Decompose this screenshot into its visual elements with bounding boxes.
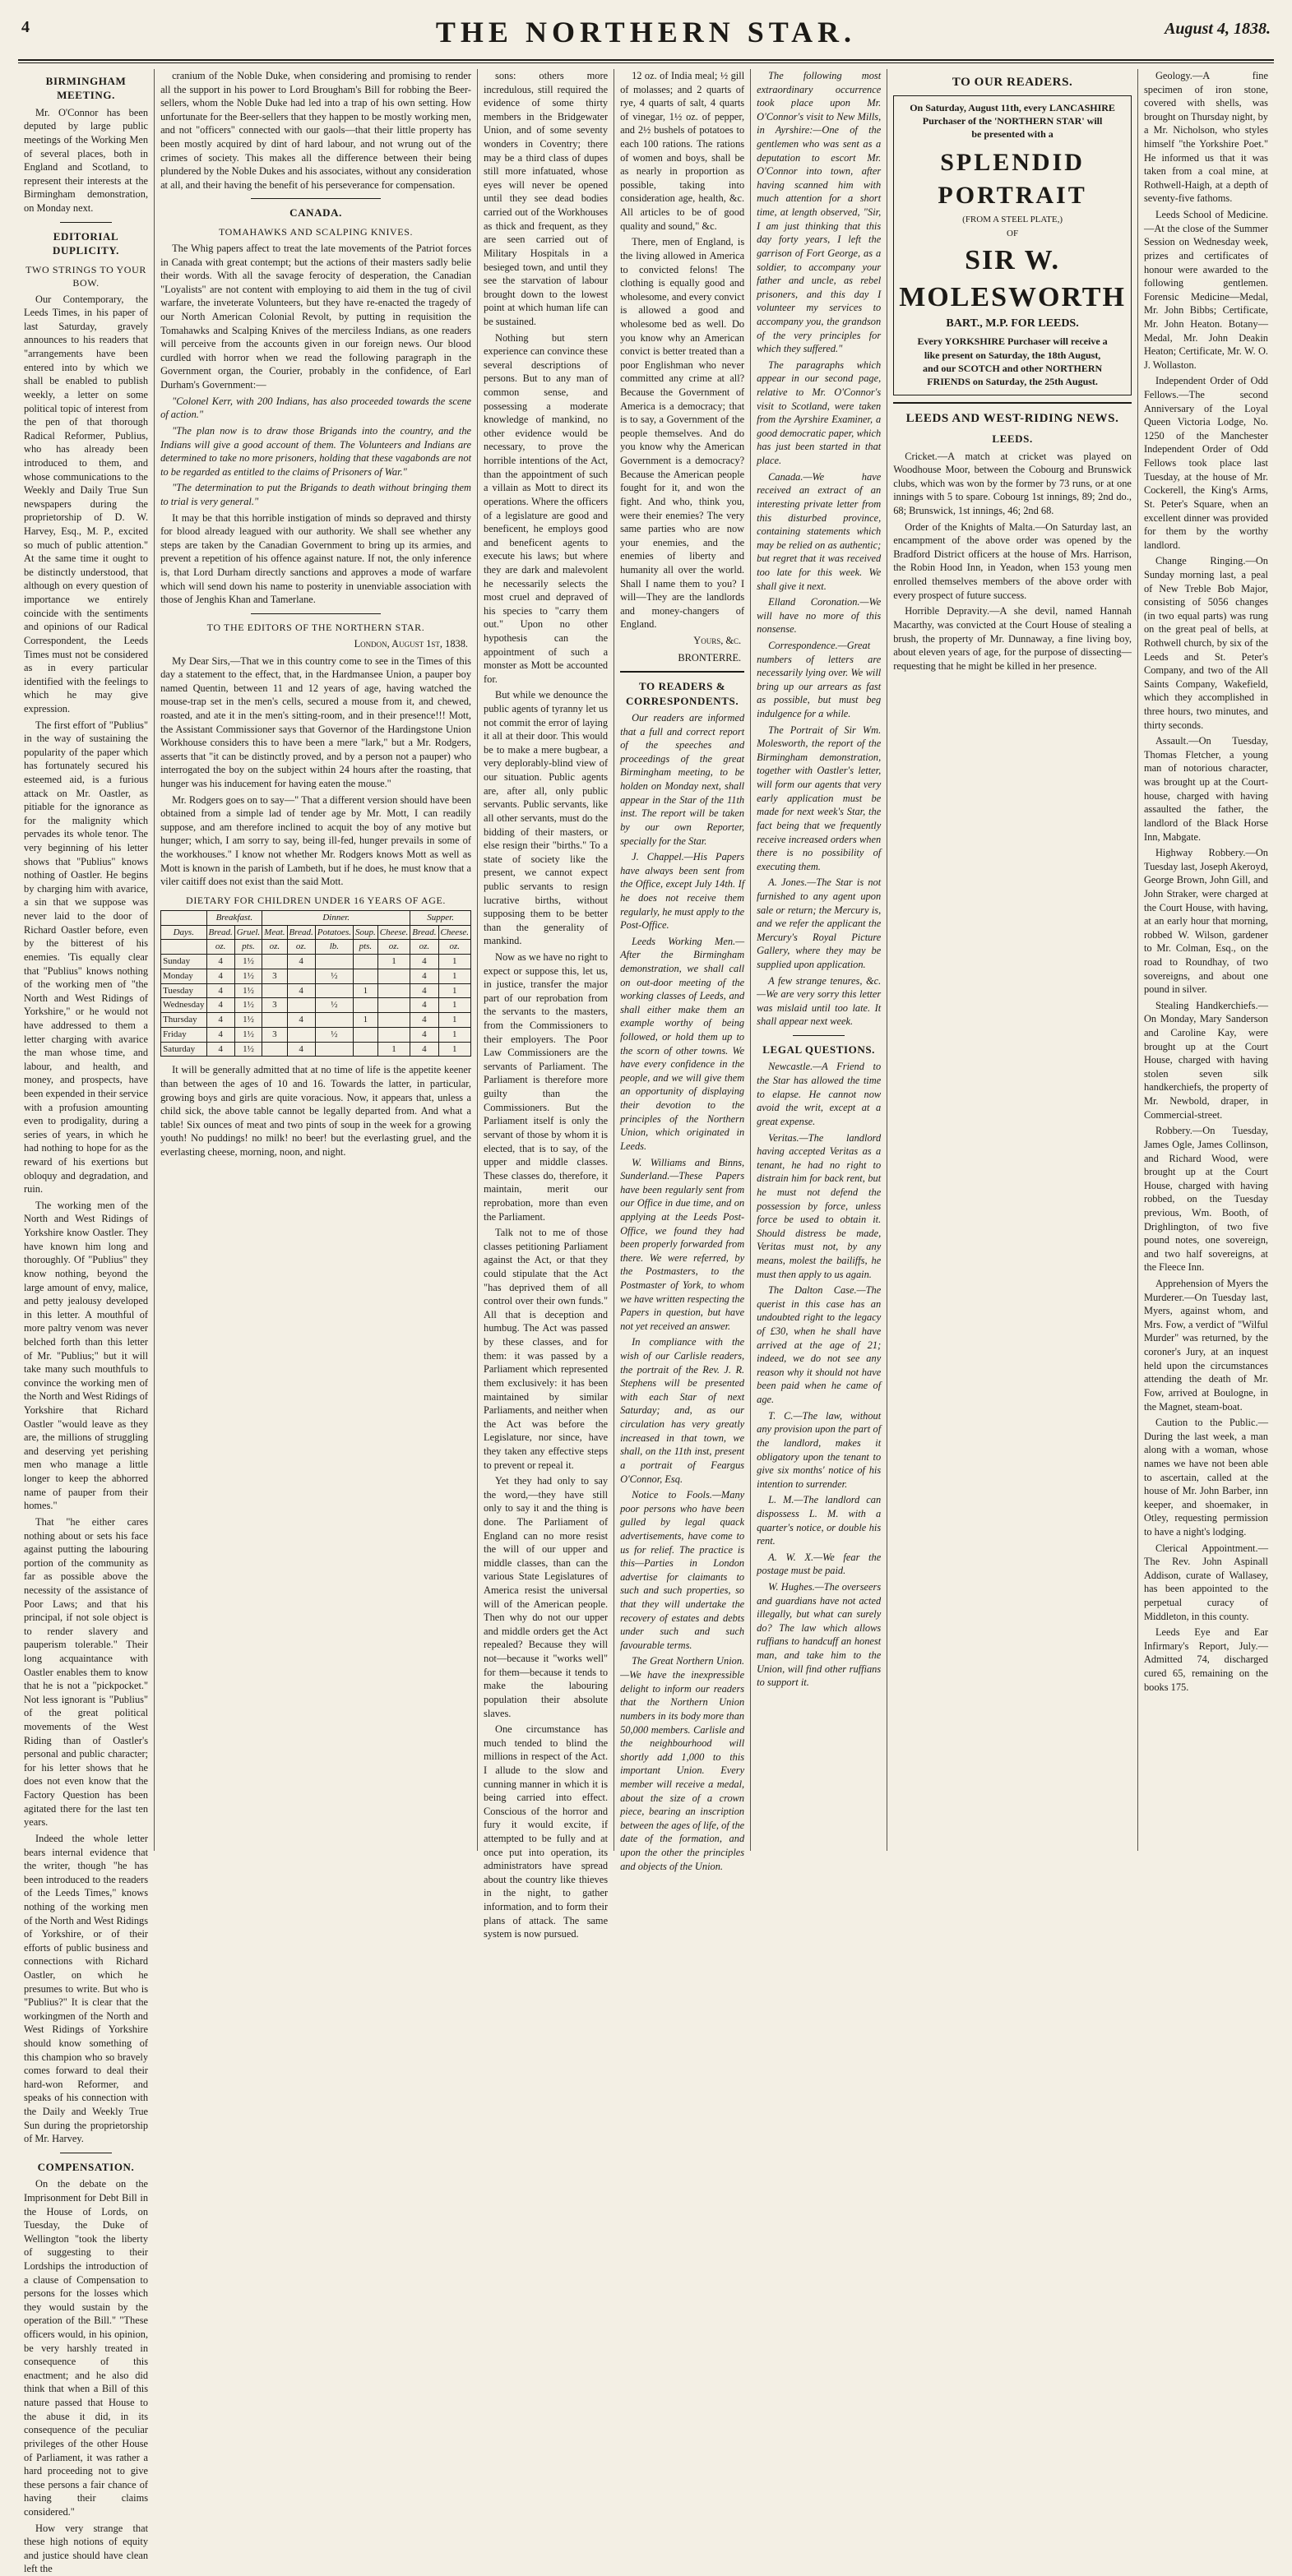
article-paragraph: On the debate on the Imprisonment for Debt Bill in the House of Lords, on Tuesday, the Duke of Wellington "took the liberty of suggesting to their Lordships the introduction of a clause of Compensation to persons for the losses which they would sustain by the operation of the Bill." "These officers would, in his opinion, be very harshly treated in consequence of this enactment; and he also did think that when a Bill of this nature passed that House to the abuse it did, in its consequence of the peculiar privileges of the other House of Parliament, it was rather a hard proceeding not to give these persons a fair chance of having their claims considered." xyxy=(24,2178,149,2518)
dietary-table-body xyxy=(161,955,471,1057)
article-paragraph: Now as we have no right to expect or suppose this, let us, in justice, transfer the major part of our reprobation from the servants to the masters, from the Commissioners to their employers. The Poor Law Commissioners are the servants of Parliament. The Parliament is therefore more guilty than the Commissioners. But the Parliament itself is only the servant of those by whom it is elected, that is to say, of the upper and middle classes. These classes do, therefore, it maintain, merit our reprobation, more than even the Parliament. xyxy=(484,951,609,1223)
article-paragraph: Mr. O'Connor has been deputed by large public meetings of the Working Men of several places, both in England and Scotland, to represent their interests at the Birmingham demonstration, on Monday next. xyxy=(24,106,149,215)
table-cell: 1 xyxy=(377,1042,410,1057)
table-cell: 1 xyxy=(438,983,471,998)
table-unit-cell: oz. xyxy=(410,940,438,955)
headline: EDITORIAL DUPLICITY. xyxy=(53,229,120,257)
portrait-advertisement xyxy=(893,95,1132,395)
table-header-cell: Soup. xyxy=(354,925,378,940)
ad-line: like present on Saturday, the 18th August, xyxy=(924,349,1101,361)
article-paragraph: Talk not to me of those classes petitioning Parliament against the Act, or that they could stipulate that the Act "has deprived them of all control over their own funds." All that is deception and humbug. The Act was passed by these classes, and for them: it was passed by a Parliament which represented them exclusively: it has been maintained by similar Parliaments, and neither when the Act was before the Legislature, nor since, have they taken any effective steps to prevent or repeal it. xyxy=(484,1227,609,1471)
article-paragraph: Change Ringing.—On Sunday morning last, a peal of New Treble Bob Major, consisting of 5056 changes (in two equal parts) was rung on the great peal of bells, at Rothwell church, by six of the Leeds and St. Peter's Company, and two of the All Saints Company, Wakefield, which they accomplished in three hours, two minutes, and thirty seconds. xyxy=(1143,555,1268,731)
table-cell: 1 xyxy=(438,998,471,1013)
headline: LEGAL QUESTIONS. xyxy=(762,1043,876,1057)
table-row xyxy=(161,998,471,1013)
table-header-cell: Bread. xyxy=(287,925,315,940)
legal-answer: W. Hughes.—The overseers and guardians have not acted illegally, but what can surely do? The law which allows ruffians to handcuff an honest man, and take him to the Union, will find other ruffians to support it. xyxy=(757,1581,882,1689)
table-caption: DIETARY FOR CHILDREN UNDER 16 YEARS OF AGE. xyxy=(186,894,447,906)
letter-closing: Yours, &c. xyxy=(693,634,742,646)
notice-paragraph: Correspondence.—Great numbers of letters are necessarily lying over. We will bring up our arrears as fast as possible, but must beg indulgence for a while. xyxy=(757,639,882,720)
table-cell: 4 xyxy=(410,998,438,1013)
notice-paragraph: W. Williams and Binns, Sunderland.—These Papers have been regularly sent from our Office in due time, and on applying at the Leeds Post-Office, we found they had been properly forwarded from there. We were referred, by the Postmasters, to the Postmaster of York, to whom we have written respecting the Papers in question, but have not yet received an answer. xyxy=(620,1156,745,1332)
notice-paragraph: A. Jones.—The Star is not furnished to any agent upon sale or return; the Mercury is, and we refer the applicant the Mercury's Royal Picture Gallery, where they may be supplied upon application. xyxy=(757,876,882,970)
table-units-row xyxy=(161,940,471,955)
table-row xyxy=(161,969,471,983)
article-paragraph: It may be that this horrible instigation of minds so depraved and thirsty for blood already leagued with our authority. We shall see whether any steps are taken by the Canadian Government to bring up its armies, and prevent a repetition of his offence against nature. If not, the only inference is, that Lord Durham directly sanctions and approves a mode of warfare which will send down his name to posterity in unenviable association with those of Jenghis Khan and Tamerlane. xyxy=(160,511,472,606)
table-cell xyxy=(377,1027,410,1042)
notice-paragraph: Our readers are informed that a full and correct report of the speeches and proceedings of the great Birmingham meeting, to be holden on Monday next, shall appear in the Star of the 11th inst. The report will be taken by our own Reporter, specially for the Star. xyxy=(620,712,745,847)
table-cell xyxy=(377,998,410,1013)
notice-paragraph: Elland Coronation.—We will have no more of this nonsense. xyxy=(757,596,882,636)
table-cell: 1 xyxy=(377,955,410,969)
notice-paragraph: The Portrait of Sir Wm. Molesworth, the report of the Birmingham demonstration, together with Oastler's letter, will form our agents that very early application must be made for next week's Star, the fact being that we frequently receive increased orders when there is no possibility of executing them. xyxy=(757,724,882,872)
article-paragraph: But while we denounce the public agents of tyranny let us not commit the error of laying it all at their door. This would be to make a mere bugbear, a very deplorably-blind view of our situation. Public agents are, after all, only public servants. Public servants, like all other servants, must do the bidding of their masters, or else resign their "births." To a state of society like the present, we cannot expect public servants to resign lucrative births, without supposing them to be better than the generality of mankind. xyxy=(484,689,609,947)
article-paragraph: Our Contemporary, the Leeds Times, in his paper of last Saturday, gravely announces to his readers that "arrangements have been entered into by which we shall be enabled to publish weekly, a letter on some political topic of interest from the pen of that thorough Radical Reformer, Publius, who has already been introduced to them, and whose communications to the Weekly and Daily True Sun newspapers during the proprietorship of D. W. Harvey, Esq., M. P., excited so much of public attention." At the same time it ought to be distinctly understood, that although on every question of importance we entirely coincide with the sentiments and opinions of our Radical Correspondent, the Leeds Times must not be considered as in every particular identified with the feelings to which he may give expression. xyxy=(24,293,149,715)
ad-title: BART., M.P. FOR LEEDS. xyxy=(946,317,1079,330)
article-paragraph: That "he either cares nothing about or sets his face against putting the labouring portion of the community as far as possible above the necessity of the assistance of Poor Laws; and that his principal, if not sole object is to render slavery and pauperism tolerable." Their long acquaintance with Oastler enables them to know that he is not a "pickpocket." Not less ignorant is "Publius" of the great political movements of the West Riding than of Oastler's personal and public character; for his letter shows that he does not even know that the Factory Question has been agitated there for the last ten years. xyxy=(24,1515,149,1829)
notice-paragraph: In compliance with the wish of our Carlisle readers, the portrait of the Rev. J. R. Stephens will be presented with each Star of next Saturday; and, as our circulation has very greatly increased in that town, we shall, on the 11th inst, present a portrait of Feargus O'Connor, Esq. xyxy=(620,1336,745,1485)
table-header-cell: Gruel. xyxy=(234,925,262,940)
table-header-cell: Meat. xyxy=(262,925,287,940)
table-cell xyxy=(315,1013,353,1028)
table-unit-cell: pts. xyxy=(354,940,378,955)
notice-paragraph: A few strange tenures, &c.—We are very sorry this letter was mislaid until too late. It shall appear next week. xyxy=(757,974,882,1028)
article-paragraph: Order of the Knights of Malta.—On Saturday last, an encampment of the above order was opened by the Bradford District officers at the house of Mrs. Harrison, the Robin Hood Inn, in Yeadon, when 153 young men enrolled themselves members of the above order with every prospect of future success. xyxy=(893,520,1132,601)
table-cell: 4 xyxy=(287,1042,315,1057)
column-2 xyxy=(155,69,478,1851)
table-cell xyxy=(354,1042,378,1057)
table-cell xyxy=(354,955,378,969)
quoted-paragraph: "The plan now is to draw those Brigands into the country, and the Indians will give a good account of them. The Volunteers and Indians are determined to take no more prisoners, holding that these vagabonds are not to be regarded as entitled to the claims of Prisoners of War." xyxy=(160,424,472,478)
table-cell: 3 xyxy=(262,969,287,983)
table-day-cell: Saturday xyxy=(161,1042,206,1057)
article-paragraph: The working men of the North and West Ridings of Yorkshire know Oastler. They have known him long and thoroughly. Of "Publius" they know nothing, beyond the large amount of envy, malice, and petty jealousy developed in this letter. A mouthful of more paltry venom was never belched forth than this letter of Mr. "Publius;" but it will take many such mouthfuls to convince the working men of the North and West Ridings of Yorkshire that Richard Oastler "would leave as they are, the millions of struggling and deserving yet perishing men who manage a little longer to keep the abhorred name of pauper from their homes." xyxy=(24,1199,149,1512)
table-cell xyxy=(262,1042,287,1057)
table-header-cell xyxy=(161,910,206,925)
ad-subline: (FROM A STEEL PLATE,) xyxy=(962,215,1063,225)
quoted-paragraph: "Colonel Kerr, with 200 Indians, has also proceeded towards the scene of action." xyxy=(160,395,472,421)
article-paragraph: Indeed the whole letter bears internal evidence that the writer, though "he has been introduced to the readers of the Leeds Times," knows nothing of the working men of the North and West Ridings of Yorkshire, or of their efforts of public business and connections with Richard Oastler, on which he presumes to write. But who is "Publius?" It is clear that the workingmen of the North and West Ridings of Yorkshire should know something of this champion who so bravely comes forward to deal their hard-won Reformer, and speaks of his connection with the Daily and Weekly True Sun during the proprietorship of Mr. Harvey. xyxy=(24,1832,149,2145)
table-header-cell: Potatoes. xyxy=(315,925,353,940)
table-header-cell: Days. xyxy=(161,925,206,940)
article-paragraph: Cricket.—A match at cricket was played on Woodhouse Moor, between the Cobourg and Brunswick clubs, which was won by the former by 73 runs, or at one innings with 5 to spare. Cobourg 1st innings, 89; 2nd do., 68; Brunswick, 1st innings, 46; 2nd 68. xyxy=(893,450,1132,517)
table-cell xyxy=(377,983,410,998)
quoted-paragraph: "The determination to put the Brigands to death without bringing them to trial is very general." xyxy=(160,482,472,507)
table-cell: 1 xyxy=(354,1013,378,1028)
letter-heading: TO THE EDITORS OF THE NORTHERN STAR. xyxy=(206,621,425,633)
page-columns xyxy=(18,69,1274,2575)
article-paragraph: sons: others more incredulous, still required the evidence of some thirty members in the Bridgewater Union, and of some seventy wonders in Coventry; there may be a third class of dupes still more infatuated, whose eyes will never be opened until they see dead bodies carried out of the Workhouses as thick and frequent, as they are seen carried out of Military Hospitals in a besieged town, and until they see the starvation of labour brought down to the lowest point at which human life can be sustained. xyxy=(484,70,609,327)
article-paragraph: It will be generally admitted that at no time of life is the appetite keener than between the ages of 10 and 16. Towards the latter, in particular, growing boys and girls are quite voracious. Now, it appears that, unless a child sick, the above table cannot be legally departed from. And what a table! Six ounces of meat and two pints of soup in the week for a growing youth! No puddings! no milk! no beer! but the everlasting gruel, and the everlasting cheese, morning, noon, and night. xyxy=(160,1064,472,1158)
table-cell: 4 xyxy=(206,1042,234,1057)
table-cell xyxy=(354,998,378,1013)
table-row xyxy=(161,983,471,998)
article-paragraph: The first effort of "Publius" in the way of sustaining the popularity of the paper which has fortunately secured his esteemed aid, is a furious attack on Mr. Oastler, as pitiable for the ignorance as for the malignity which pervades its whole tenor. The very beginning of his letter shows that "Publius" knows nothing of Oastler. He begins by charging him with avarice, a sin that we suppose was never laid to the door of Richard Oastler before, even by the bitterest of his enemies. 'Tis equally clear that "Publius" knows nothing of the working men of "the North and West Ridings of Yorkshire," or he would not have addressed to them a letter charging with avarice the man whose time, and labour, and health, and money, and prospects, have been expended in their service with a profusion amounting even to prodigality, during a series of years, in which he had nothing to hope for as the reward of his exertions but obloquy and degradation, and ruin. xyxy=(24,719,149,1196)
column-1 xyxy=(18,69,155,2575)
table-cell: 4 xyxy=(287,955,315,969)
table-cell: 1½ xyxy=(234,1027,262,1042)
table-cell: 1½ xyxy=(234,969,262,983)
dietary-table xyxy=(160,910,471,1057)
table-cell: ½ xyxy=(315,998,353,1013)
legal-answer: L. M.—The landlord can dispossess L. M. with a quarter's notice, or double his rent. xyxy=(757,1494,882,1547)
table-day-cell: Monday xyxy=(161,969,206,983)
article-paragraph: One circumstance has much tended to blind the millions in respect of the Act. I allude to the slow and cunning manner in which it is being carried into effect. Conscious of the horror and fury it would excite, if attempted to be fully and at once put into operation, its administrators have spread about the country like thieves in the night, to gather information, and to form their plans of attack. The same system is now pursued. xyxy=(484,1723,609,1940)
column-6 xyxy=(887,69,1138,1851)
table-cell: 3 xyxy=(262,1027,287,1042)
subheadline: LEEDS. xyxy=(992,432,1033,446)
section-rule xyxy=(620,671,744,673)
article-paragraph: Leeds School of Medicine.—At the close of the Summer Session on Wednesday week, prizes and certificates of honour were awarded to the following gentlemen. Forensic Medicine—Medal, Mr. John Bibbs; Certificate, Mr. John Heaton. Botany—Medal, Mr. John Deakin Heaton; Certificate, Mr. W. O. J. Wollaston. xyxy=(1143,209,1268,371)
ad-line: and our SCOTCH and other NORTHERN xyxy=(922,362,1103,374)
notice-paragraph: J. Chappel.—His Papers have always been sent from the Office, except July 14th. If he does not receive them regularly, he must apply to the Post-Office. xyxy=(620,851,745,932)
table-row xyxy=(161,955,471,969)
page-number: 4 xyxy=(21,18,30,36)
legal-answer: Veritas.—The landlord having accepted Veritas as a tenant, he had no right to distrain him for back rent, but he must not defend the possession by force, unless force be used to obtain it. Should distress be made, Veritas must not, by any means, molest the bailiffs, he must then apply to us again. xyxy=(757,1131,882,1280)
headline: LEEDS AND WEST-RIDING NEWS. xyxy=(905,412,1119,426)
ad-line: be presented with a xyxy=(971,128,1054,141)
ad-headline: SPLENDID PORTRAIT xyxy=(938,148,1087,209)
column-3 xyxy=(478,69,614,1940)
table-cell: 4 xyxy=(206,998,234,1013)
column-7 xyxy=(1138,69,1274,1851)
masthead xyxy=(18,12,1274,61)
article-paragraph: Apprehension of Myers the Murderer.—On Tuesday last, Myers, against whom, and Mrs. Fow, a verdict of "Wilful Murder" was returned, by the coroner's Jury, at an inquest held upon the circumstances attending the death of Mr. Fow, arrived at Boulogne, in the Magnet, steam-boat. xyxy=(1143,1278,1268,1413)
column-divider xyxy=(251,613,382,614)
article-paragraph: How very strange that these high notions of equity and justice should have clean left the xyxy=(24,2522,149,2575)
table-cell xyxy=(262,955,287,969)
column-5 xyxy=(751,69,887,1851)
table-cell: 4 xyxy=(287,983,315,998)
article-paragraph: 12 oz. of India meal; ½ gill of molasses; and 2 quarts of rye, 4 quarts of salt, 4 quarts of vinegar, 1½ oz. of pepper, and 2½ bushels of potatoes to each 100 rations. The rations of women and boys, shall be as nearly in proportion as possible, taking into consideration age, health, &c. All articles to be of good quality and sound," &c. xyxy=(620,70,745,232)
legal-answer: T. C.—The law, without any provision upon the part of the landlord, makes it obligatory upon the tenant to give six months' notice of his intention to surrender. xyxy=(757,1409,882,1490)
table-cell: 4 xyxy=(287,1013,315,1028)
ad-line: Purchaser of the 'NORTHERN STAR' will xyxy=(922,115,1103,127)
article-paragraph: Yet they had only to say the word,—they have still only to say it and the thing is done. The Parliament of England can no more resist the will of our upper and middle classes, than can the various State Legislatures of America resist the universal will of the American people. Then why do not our upper and middle orders get the Act repealed? Because they will not—because it "works well" for them—because it tends to make the labouring population their absolute slaves. xyxy=(484,1475,609,1719)
article-paragraph: Assault.—On Tuesday, Thomas Fletcher, a young man of notorious character, was brought up at the Court-house, charged with having assaulted the father, the landlord of the Black Horse Inn, Mabgate. xyxy=(1143,735,1268,843)
article-paragraph: Mr. Rodgers goes on to say—" That a different version should have been obtained from a simple lad of tender age by Mr. Mott, I can readily suppose, and am therefore inclined to acquit the boy of any motive but hunger; which, I am sorry to say, being ill-fed, hunger prevails in some of the workhouses." I know not whether Mr. Rodgers knows Mott as well as Mott is known in the parish of Lambeth, but if he does, he must know that a viler caitiff does not exist than the said Mott. xyxy=(160,793,472,888)
legal-answer: A. W. X.—We fear the postage must be paid. xyxy=(757,1551,882,1577)
table-unit-cell: pts. xyxy=(234,940,262,955)
article-paragraph: Geology.—A fine specimen of iron stone, covered with shells, was brought on Thursday night, by a Mr. Nicholson, who styles himself "the Yorkshire Poet." He informed us that it was taken from a coal mine, at Rothwell-Haigh, at a depth of seventy-five fathoms. xyxy=(1143,70,1268,205)
newspaper-title: THE NORTHERN STAR. xyxy=(435,16,857,49)
article-paragraph: There, men of England, is the living allowed in America to convicted felons! The clothing is equally good and wholesome, and every convict is allowed a good and wholesome bed as well. Do you know why an American convict is better treated than a poor Englishman who never committed any crime at all? Because the Government of America is a democracy; that is to say, a Government of the people themselves. And do you know why the American Government is a democracy? Because the American people fought for it, and won the fight. And who, think you, were their enemies? The very same parties who are now your enemies, and the enemies of liberty and humanity all over the world. Shall I name them to you? I will—They are the landlords and money-changers of England. xyxy=(620,236,745,631)
headline: TO READERS & CORRESPONDENTS. xyxy=(626,680,739,707)
issue-date: August 4, 1838. xyxy=(1165,20,1271,38)
table-cell: 4 xyxy=(206,955,234,969)
notice-paragraph: Notice to Fools.—Many poor persons who have been gulled by legal quack advertisements, have come to us for relief. The practice is this—Parties in London advertise for claimants to such and such properties, so that they will undertake the recovery of estates and debts under such and such favourable terms. xyxy=(620,1489,745,1651)
ad-line: FRIENDS on Saturday, the 25th August. xyxy=(927,375,1098,387)
table-header-cell: Bread. xyxy=(206,925,234,940)
table-cell xyxy=(287,998,315,1013)
table-day-cell: Sunday xyxy=(161,955,206,969)
headline: BIRMINGHAM MEETING. xyxy=(45,75,127,102)
table-day-cell: Tuesday xyxy=(161,983,206,998)
section-rule xyxy=(893,402,1132,404)
table-cell xyxy=(287,969,315,983)
table-header-row xyxy=(161,925,471,940)
table-cell: 1½ xyxy=(234,998,262,1013)
table-cell: 1 xyxy=(438,1013,471,1028)
table-unit-cell xyxy=(161,940,206,955)
table-cell: 1 xyxy=(438,1027,471,1042)
table-unit-cell: oz. xyxy=(438,940,471,955)
table-cell: 1 xyxy=(438,955,471,969)
table-unit-cell: oz. xyxy=(262,940,287,955)
article-paragraph: Clerical Appointment.—The Rev. John Aspinall Addison, curate of Wallasey, has been appointed to the perpetual curacy of Middleton, in this county. xyxy=(1143,1542,1268,1622)
table-cell xyxy=(315,1042,353,1057)
table-cell: 1 xyxy=(438,1042,471,1057)
table-unit-cell: lb. xyxy=(315,940,353,955)
table-unit-cell: oz. xyxy=(206,940,234,955)
table-header-cell: Bread. xyxy=(410,925,438,940)
column-divider xyxy=(251,198,382,199)
notice-paragraph: The following most extraordinary occurrence took place upon Mr. O'Connor's visit to New Mills, in Ayrshire:—One of the gentlemen who was sent as a deputation to escort Mr. O'Connor into town, after having scanned him with much attention for a short time, at length observed, "Sir, I am just thinking that this day forty years, I left the garrison of Fort George, as a soldier, to accompany your father and uncle, as rebel prisoners, and this day I volunteer my services to accompany you, the grandson of the very principles for which they suffered." xyxy=(757,70,882,355)
subheadline: TOMAHAWKS AND SCALPING KNIVES. xyxy=(218,225,414,238)
table-group-header-row xyxy=(161,910,471,925)
article-paragraph: Caution to the Public.—During the last week, a man along with a woman, whose names we have not been able to ascertain, called at the house of Mr. John Barber, inn keeper, and shoemaker, in Otley, requesting permission to have a night's lodging. xyxy=(1143,1417,1268,1538)
table-cell: 4 xyxy=(410,983,438,998)
ad-line: Every YORKSHIRE Purchaser will receive a xyxy=(917,335,1108,348)
ad-line: On Saturday, August 11th, every LANCASHIRE xyxy=(910,102,1115,114)
ad-of: OF xyxy=(1007,228,1019,238)
article-paragraph: Horrible Depravity.—A she devil, named Hannah Macarthy, was convicted at the Court House of stealing a brush, the property of Mr. Dunnaway, a fine living boy, about eleven years of age, for the purpose of dissecting—requesting that he might be killed in her presence. xyxy=(893,605,1132,672)
table-unit-cell: oz. xyxy=(287,940,315,955)
headline: TO OUR READERS. xyxy=(952,76,1073,89)
legal-answer: Newcastle.—A Friend to the Star has allowed the time to elapse. He cannot now avoid the writ, except at a great expense. xyxy=(757,1061,882,1127)
letter-dateline: London, August 1st, 1838. xyxy=(354,637,469,650)
article-paragraph: cranium of the Noble Duke, when considering and promising to render all the support in his power to Lord Brougham's Bill for robbing the Beer-sellers, whom the Noble Duke had led into a trap of his own setting. How unfortunate for the Beer-sellers that they happen to be mostly working men, and not "officers" connected with our gaols—that their little property has been mostly acquired by dint of hard labour, and not wrung out of the crimes of society. This makes all the difference between their being plundered by the Noble Dukes and his associates, without any consideration at all, and their having the benefit of his perseverance for compensation. xyxy=(160,70,472,191)
table-day-cell: Thursday xyxy=(161,1013,206,1028)
table-cell: 4 xyxy=(206,983,234,998)
notice-paragraph: The paragraphs which appear in our second page, relative to Mr. O'Connor's visit to Scotland, were taken from the Ayrshire Examiner, a good democratic paper, which has just been started in that place. xyxy=(757,358,882,467)
article-paragraph: My Dear Sirs,—That we in this country come to see in the Times of this day a statement to the effect, that, in the Hardmansee Union, a pauper boy named Quentin, between 11 and 12 years of age, having watched the mouse-trap set in the men's cells, secured a mouse from it, and chewed, roasted, and ate it in the men's sitting-room, and in their presence!!! Mott, the Assistant Commissioner says that Governor of the Hardingstone Union Workhouse considers this to have been a mere "lark," but a Mr. Rodgers, asserts that "it can be distinctly proved, and by a person not a pauper) who interrogated the boy on the subject within 24 hours after the roasting, that hunger was his inducement for having eaten the mouse." xyxy=(160,654,472,789)
table-cell: 4 xyxy=(206,1027,234,1042)
column-divider xyxy=(793,1035,845,1036)
article-paragraph: Highway Robbery.—On Tuesday last, Joseph Akeroyd, George Brown, John Gill, and John Straker, were charged at the Court House, with having, at an early hour that morning, robbed W. Wilson, gardener to Mr. Colman, Esq., on the road to Roundhay, of two sovereigns, and about one pound in silver. xyxy=(1143,847,1268,996)
table-header-cell: Cheese. xyxy=(377,925,410,940)
table-cell: 1½ xyxy=(234,955,262,969)
table-unit-cell: oz. xyxy=(377,940,410,955)
table-cell xyxy=(315,955,353,969)
letter-signature: BRONTERRE. xyxy=(678,651,742,664)
table-cell: ½ xyxy=(315,969,353,983)
table-day-cell: Wednesday xyxy=(161,998,206,1013)
table-cell: 1½ xyxy=(234,1042,262,1057)
headline: CANADA. xyxy=(289,206,342,220)
table-cell xyxy=(287,1027,315,1042)
article-paragraph: Leeds Eye and Ear Infirmary's Report, July.—Admitted 74, discharged cured 65, remaining on the books 175. xyxy=(1143,1626,1268,1693)
article-paragraph: Nothing but stern experience can convince these several descriptions of persons. But to any man of common sense, and possessing a moderate knowledge of mankind, no other evidence would be necessary, to prove the horrible intentions of the Act, than the appointment of such a villain as Mott to direct its operations. Where the officers of a legislature are good and beneficent, he employs good and beneficent agents to execute his laws; but where they are dark and malevolent he necessarily selects the most cruel and depraved of his species to "carry them out." Upon no other hypothesis can the appointment of such a monster as Mott be accounted for. xyxy=(484,331,609,685)
article-paragraph: Independent Order of Odd Fellows.—The second Anniversary of the Loyal Queen Victoria Lodge, No. 1250 of the Manchester Independent Order of Odd Fellows took place last Tuesday, at the house of Mr. Cockerell, the King's Arms, St. Peter's Square, when an excellent dinner was provided for them by the worthy landlord. xyxy=(1143,375,1268,551)
notice-paragraph: Canada.—We have received an extract of an interesting private letter from this disturbed province, containing statements which may be relied on as authentic; but regret that it was received too late for this week. We shall give it next. xyxy=(757,470,882,592)
table-group-header: Breakfast. xyxy=(206,910,262,925)
notice-paragraph: The Great Northern Union.—We have the inexpressible delight to inform our readers that the Northern Union numbers in its body more than 50,000 members. Carlisle and the neighbourhood will shortly add 1,000 to this important Union. Every member will receive a medal, about the size of a crown piece, bearing an inscription between the ages of life, of the date of the formation, and upon the other the principles and objects of the Union. xyxy=(620,1655,745,1872)
table-cell xyxy=(354,1027,378,1042)
table-cell: 4 xyxy=(410,1027,438,1042)
table-cell: 1 xyxy=(438,969,471,983)
ad-name: SIR W. MOLESWORTH xyxy=(899,244,1126,313)
table-cell: 1 xyxy=(354,983,378,998)
article-paragraph: Robbery.—On Tuesday, James Ogle, James Collinson, and Richard Wood, were brought up at the Court House, charged with having robbed, on the Tuesday previous, Wm. Booth, of Drighlington, of two five pound notes, one sovereign, and two half sovereigns, at the Fleece Inn. xyxy=(1143,1125,1268,1274)
table-cell: 4 xyxy=(410,1013,438,1028)
table-cell xyxy=(262,983,287,998)
table-cell xyxy=(377,1013,410,1028)
table-cell xyxy=(262,1013,287,1028)
legal-answer: The Dalton Case.—The querist in this case has an undoubted right to the legacy of £30, when he shall have arrived at the age of 21; indeed, we do not see any reason why it should not have been paid when he came of age. xyxy=(757,1284,882,1406)
table-cell: 1½ xyxy=(234,983,262,998)
table-cell: 1½ xyxy=(234,1013,262,1028)
table-cell xyxy=(377,969,410,983)
column-divider xyxy=(60,222,112,223)
masthead-rule xyxy=(18,62,1274,63)
notice-paragraph: Leeds Working Men.—After the Birmingham demonstration, we shall call on out-door meeting of the working classes of Leeds, and shall either make them an example worthy of being followed, or hold them up to the scorn of other towns. We have every confidence in the people, and we will give them an opportunity of displaying their devotion to the principles of the Northern Union, which originated in Leeds. xyxy=(620,935,745,1152)
column-4 xyxy=(614,69,751,1872)
article-paragraph: The Whig papers affect to treat the late movements of the Patriot forces in Canada with great contempt; but the actions of their masters sadly belie their words. With all the savage ferocity of desperation, the Canadian "Loyalists" are not content with employing to aid them in the tug of civil warfare, the inveterate Volunteers, but they have re-enacted the tragedy of our North American Colonial Revolt, by putting in requisition the Tomahawks and Scalping Knives of the merciless Indians, as one readers will perceive from the accounts given in our foreign news. Our blood curdled with horror when we read the following paragraph in the Government organ, the Courier, probably in the confidence, of Earl Durham's Government:— xyxy=(160,242,472,391)
table-cell: 4 xyxy=(410,969,438,983)
table-row xyxy=(161,1042,471,1057)
table-cell xyxy=(315,983,353,998)
headline: COMPENSATION. xyxy=(37,2160,135,2173)
table-cell xyxy=(354,969,378,983)
table-row xyxy=(161,1013,471,1028)
table-row xyxy=(161,1027,471,1042)
table-group-header: Dinner. xyxy=(262,910,410,925)
table-cell: 4 xyxy=(410,955,438,969)
table-cell: 3 xyxy=(262,998,287,1013)
table-cell: 4 xyxy=(410,1042,438,1057)
table-group-header: Supper. xyxy=(410,910,471,925)
table-cell: ½ xyxy=(315,1027,353,1042)
article-paragraph: Stealing Handkerchiefs.—On Monday, Mary Sanderson and Caroline Kay, were brought up at the Court House, charged with having stolen seven silk handkerchiefs, the property of Mr. Newbold, draper, in Commercial-street. xyxy=(1143,999,1268,1121)
table-cell: 4 xyxy=(206,1013,234,1028)
table-day-cell: Friday xyxy=(161,1027,206,1042)
table-cell: 4 xyxy=(206,969,234,983)
table-header-cell: Cheese. xyxy=(438,925,471,940)
subheadline: TWO STRINGS TO YOUR BOW. xyxy=(25,263,146,289)
